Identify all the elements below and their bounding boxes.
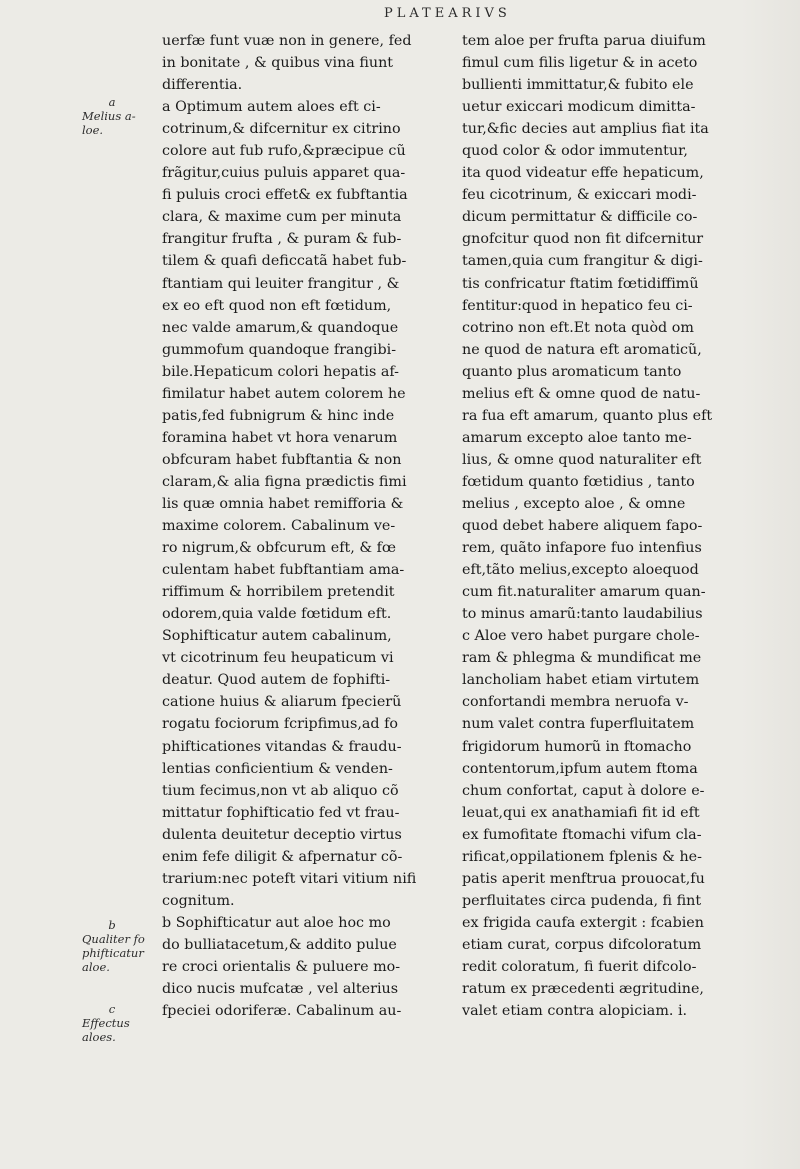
- text-line: rificat,oppilationem fplenis & he-: [462, 848, 702, 865]
- margin-note-letter: b: [108, 918, 116, 932]
- text-line: lis quæ omnia habet remifforia &: [162, 495, 404, 512]
- text-line: fœtidum quanto fœtidius , tanto: [462, 473, 695, 490]
- text-line: perfluitates circa pudenda, fi fint: [462, 892, 702, 909]
- text-line: melius eft & omne quod de natu-: [462, 385, 701, 402]
- text-line: bullienti immittatur,& fubito ele: [462, 77, 694, 94]
- text-line: odorem,quia valde fœtidum eft.: [162, 606, 392, 623]
- text-line: nec valde amarum,& quandoque: [162, 319, 399, 336]
- text-line: rem, quãto infapore fuo intenfius: [462, 540, 702, 557]
- margin-note-text: aloes.: [82, 1030, 116, 1044]
- text-line: quanto plus aromaticum tanto: [462, 363, 682, 380]
- text-line: patis aperit menftrua prouocat,fu: [462, 870, 705, 887]
- text-line: ex fumofitate ftomachi vifum cla-: [462, 826, 702, 843]
- text-line: melius , excepto aloe , & omne: [462, 495, 686, 512]
- text-line: cotrino non eft.Et nota quòd om: [462, 319, 694, 336]
- text-line: tem aloe per frufta parua diuifum: [462, 33, 706, 49]
- text-line: obfcuram habet fubftantia & non: [162, 451, 402, 468]
- text-line: lius, & omne quod naturaliter eft: [462, 451, 702, 468]
- text-line: eft,tãto melius,excepto aloequod: [462, 562, 699, 579]
- text-line: leuat,qui ex anathamiafi fit id eft: [462, 804, 700, 821]
- text-line: trarium:nec poteft vitari vitium nifi: [162, 870, 417, 887]
- text-line: vt cicotrinum feu heupaticum vi: [162, 650, 394, 667]
- text-line: lentias conficientium & venden-: [162, 760, 393, 777]
- text-line: redit coloratum, fi fuerit difcolo-: [462, 958, 697, 975]
- text-line: dicum permittatur & difficile co-: [462, 209, 698, 226]
- text-line: dico nucis mufcatæ , vel alterius: [162, 981, 399, 998]
- text-line: rogatu fociorum fcripfimus,ad fo: [162, 716, 399, 733]
- text-line: differentia.: [162, 77, 243, 94]
- margin-note-letter: a: [108, 95, 116, 109]
- text-line: etiam curat, corpus difcoloratum: [462, 936, 702, 953]
- running-head: PLATEARIVS: [384, 6, 511, 21]
- text-line: tis confricatur ftatim fœtidiffimũ: [462, 275, 699, 292]
- margin-note-text: Melius a-: [82, 109, 136, 123]
- text-line: tur,&fic decies aut amplius fiat ita: [462, 121, 709, 138]
- text-line: to minus amarũ:tanto laudabilius: [462, 606, 703, 623]
- text-line: cotrinum,& difcernitur ex citrino: [162, 121, 401, 138]
- margin-note-b: [82, 918, 145, 974]
- text-line: re croci orientalis & puluere mo-: [162, 958, 401, 975]
- text-line: uetur exiccari modicum dimitta-: [462, 99, 696, 116]
- text-line: ram & phlegma & mundificat me: [462, 650, 702, 667]
- text-line: a Optimum autem aloes eft ci-: [162, 99, 381, 116]
- text-line: ra fua eft amarum, quanto plus eft: [462, 407, 713, 424]
- text-line: colore aut fub rufo,&præcipue cũ: [162, 143, 406, 160]
- text-line: chum confortat, caput à dolore e-: [462, 782, 705, 799]
- text-line: ratum ex præcedenti ægritudine,: [462, 981, 704, 998]
- text-line: amarum excepto aloe tanto me-: [462, 429, 692, 446]
- text-line: cum fit.naturaliter amarum quan-: [462, 584, 706, 601]
- text-line: quod debet habere aliquem fapo-: [462, 518, 703, 535]
- right-text-column: [462, 30, 778, 1022]
- margin-note-text: phifticatur: [82, 946, 144, 960]
- text-line: uerfæ funt vuæ non in genere, fed: [162, 33, 412, 49]
- text-line: ne quod de natura eft aromaticũ,: [462, 341, 702, 358]
- text-line: in bonitate , & quibus vina fiunt: [162, 55, 394, 72]
- text-line: fi puluis croci effet& ex fubftantia: [162, 187, 408, 204]
- text-line: cognitum.: [162, 892, 235, 909]
- text-line: bile.Hepaticum colori hepatis af-: [162, 363, 399, 380]
- text-line: fpeciei odoriferæ. Cabalinum au-: [162, 1003, 402, 1020]
- text-line: frigidorum humorũ in ftomacho: [462, 738, 692, 755]
- text-line: fentitur:quod in hepatico feu ci-: [462, 297, 693, 314]
- text-line: ftantiam qui leuiter frangitur , &: [162, 275, 400, 292]
- text-line: tamen,quia cum frangitur & digi-: [462, 253, 703, 270]
- text-line: deatur. Quod autem de fophifti-: [162, 672, 391, 689]
- text-line: frangitur frufta , & puram & fub-: [162, 231, 402, 248]
- left-text-column: [162, 30, 450, 1022]
- text-line: confortandi membra neruofa v-: [462, 694, 689, 711]
- text-line: frãgitur,cuius puluis apparet qua-: [162, 165, 406, 182]
- text-line: lancholiam habet etiam virtutem: [462, 672, 700, 689]
- text-line: do bulliatacetum,& addito pulue: [162, 936, 397, 953]
- text-line: dulenta deuitetur deceptio virtus: [162, 826, 402, 843]
- margin-note-text: Qualiter fo: [82, 932, 145, 946]
- text-line: ro nigrum,& obfcurum eft, & fœ: [162, 540, 397, 557]
- text-line: ita quod videatur effe hepaticum,: [462, 165, 704, 182]
- text-line: culentam habet fubftantiam ama-: [162, 562, 405, 579]
- page-edge-shadow: [740, 0, 800, 1169]
- text-line: Sophifticatur autem cabalinum,: [162, 628, 392, 645]
- text-line: riffimum & horribilem pretendit: [162, 584, 395, 601]
- margin-note-c: [82, 1002, 142, 1044]
- text-line: b Sophifticatur aut aloe hoc mo: [162, 914, 391, 931]
- text-line: feu cicotrinum, & exiccari modi-: [462, 187, 697, 204]
- text-line: clara, & maxime cum per minuta: [162, 209, 402, 226]
- text-line: ex frigida caufa extergit : fcabien: [462, 914, 704, 931]
- text-line: patis,fed fubnigrum & hinc inde: [162, 407, 395, 424]
- margin-note-a: [82, 95, 142, 137]
- margin-note-letter: c: [108, 1002, 116, 1016]
- margin-note-text: aloe.: [82, 960, 110, 974]
- text-line: maxime colorem. Cabalinum ve-: [162, 518, 396, 535]
- text-line: fimilatur habet autem colorem he: [162, 385, 406, 402]
- text-line: mittatur fophifticatio fed vt frau-: [162, 804, 400, 821]
- text-line: c Aloe vero habet purgare chole-: [462, 628, 700, 645]
- text-line: gnofcitur quod non fit difcernitur: [462, 231, 704, 248]
- text-line: catione huius & aliarum fpecierũ: [162, 694, 402, 711]
- text-line: phifticationes vitandas & fraudu-: [162, 738, 402, 755]
- text-line: ex eo eft quod non eft fœtidum,: [162, 297, 392, 314]
- text-line: valet etiam contra alopiciam. i.: [462, 1003, 688, 1020]
- text-line: claram,& alia figna prædictis fimi: [162, 473, 407, 490]
- text-line: gummofum quandoque frangibi-: [162, 341, 397, 358]
- margin-note-text: Effectus: [82, 1016, 130, 1030]
- text-line: tilem & quafi deficcatã habet fub-: [162, 253, 407, 270]
- text-line: fimul cum filis ligetur & in aceto: [462, 55, 698, 72]
- text-line: num valet contra fuperfluitatem: [462, 716, 695, 733]
- text-line: enim fefe diligit & afpernatur cõ-: [162, 848, 403, 865]
- text-line: tium fecimus,non vt ab aliquo cõ: [162, 782, 399, 799]
- text-line: foramina habet vt hora venarum: [162, 429, 398, 446]
- text-line: quod color & odor immutentur,: [462, 143, 688, 160]
- text-line: contentorum,ipfum autem ftoma: [462, 760, 698, 777]
- margin-note-text: loe.: [82, 123, 104, 137]
